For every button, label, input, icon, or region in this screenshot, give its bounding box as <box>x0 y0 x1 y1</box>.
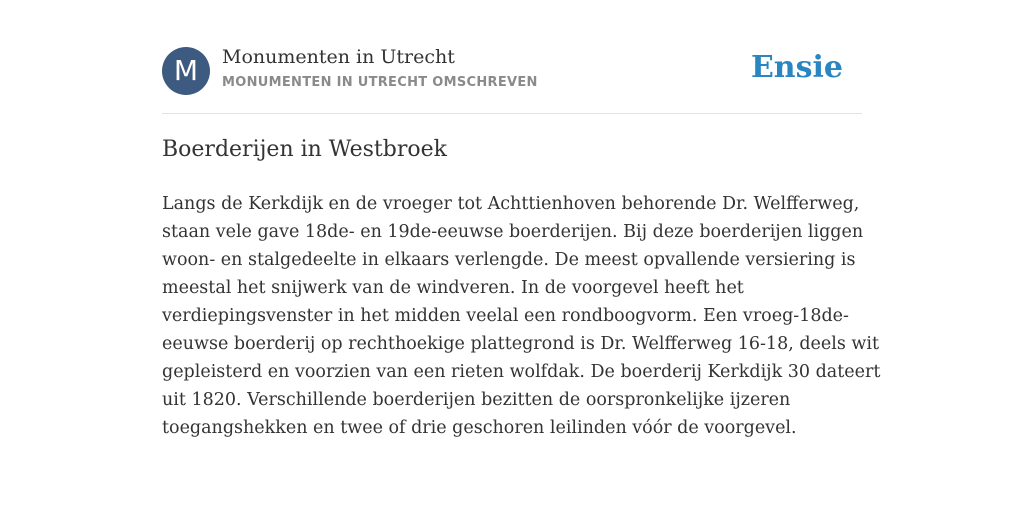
article-title: Boerderijen in Westbroek <box>162 137 447 162</box>
article-line: woon- en stalgedeelte in elkaars verlengde. De meest opvallende versiering is <box>162 250 856 270</box>
article-line: gepleisterd en voorzien van een rieten wolfdak. De boerderij Kerkdijk 30 dateert <box>162 362 881 382</box>
article-line: Langs de Kerkdijk en de vroeger tot Achttienhoven behorende Dr. Welfferweg, <box>162 194 860 214</box>
article-line: verdiepingsvenster in het midden veelal een rondboogvorm. Een vroeg-18de- <box>162 306 849 326</box>
header-divider <box>162 113 862 114</box>
article-line: staan vele gave 18de- en 19de-eeuwse boerderijen. Bij deze boerderijen liggen <box>162 222 864 242</box>
header <box>162 46 862 96</box>
article-body <box>162 190 881 442</box>
article-line: toegangshekken en twee of drie geschoren leilinden vóór de voorgevel. <box>162 418 797 438</box>
article-line: eeuwse boerderij op rechthoekige plattegrond is Dr. Welfferweg 16-18, deels wit <box>162 334 879 354</box>
article-line: uit 1820. Verschillende boerderijen bezitten de oorspronkelijke ijzeren <box>162 390 791 410</box>
avatar[interactable]: M <box>162 47 210 95</box>
site-title[interactable]: Monumenten in Utrecht <box>222 46 455 68</box>
site-subtitle: MONUMENTEN IN UTRECHT OMSCHREVEN <box>222 75 538 90</box>
article-line: meestal het snijwerk van de windveren. In de voorgevel heeft het <box>162 278 744 298</box>
brand-logo[interactable]: Ensie <box>750 50 843 85</box>
